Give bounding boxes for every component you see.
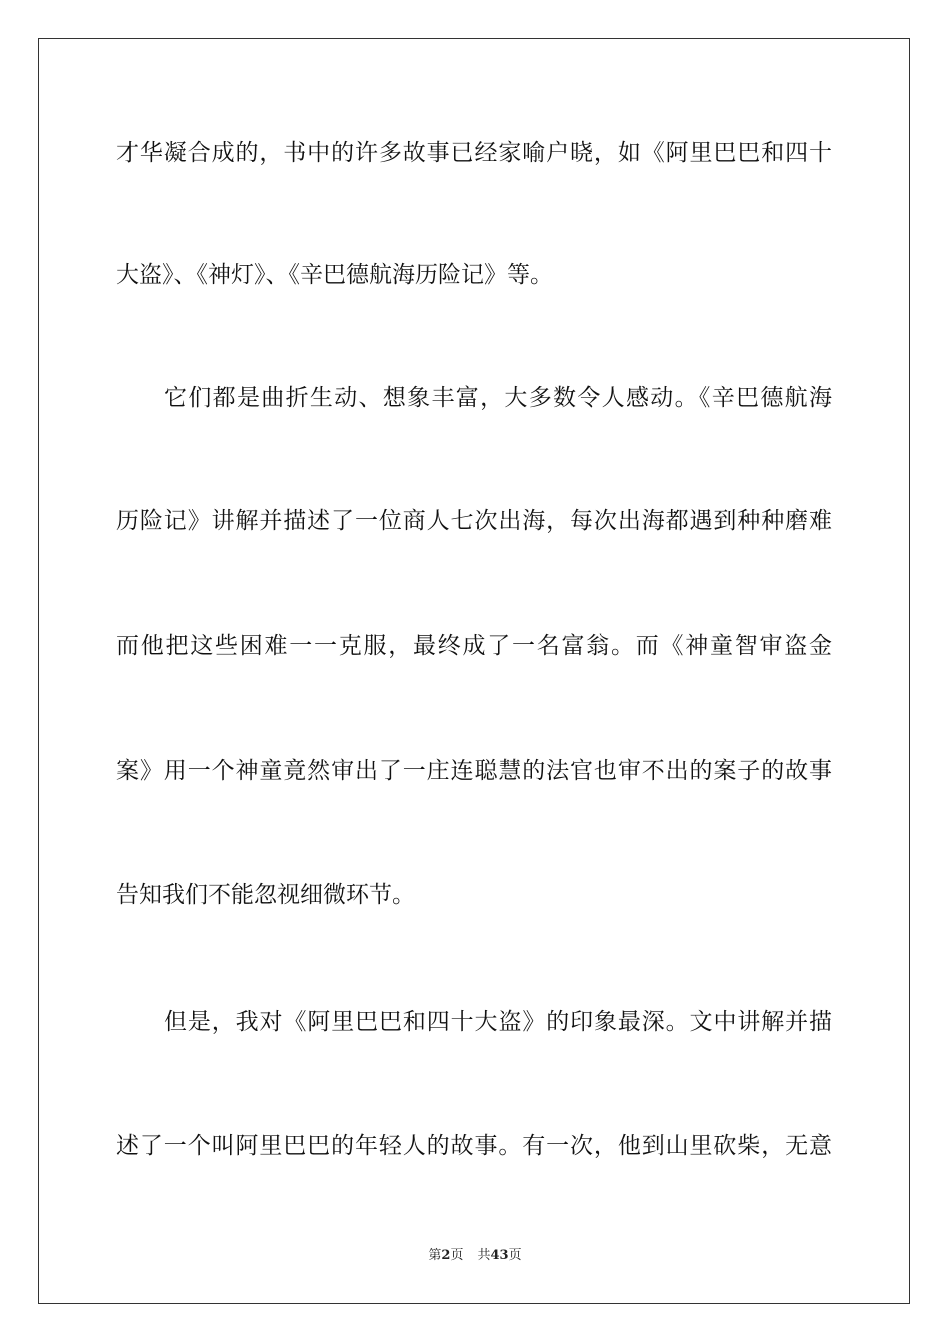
total-pages: 43 (490, 1248, 509, 1263)
paragraph-start-line: 它们都是曲折生动、想象丰富，大多数令人感动。《辛巴德航海 (164, 385, 832, 411)
page-border (38, 38, 910, 1304)
text-line: 述了一个叫阿里巴巴的年轻人的故事。有一次，他到山里砍柴，无意 (116, 1133, 832, 1159)
page-label-prefix: 第 (428, 1248, 442, 1263)
page-number: 2 (441, 1248, 451, 1263)
text-line: 而他把这些困难一一克服，最终成了一名富翁。而《神童智审盗金 (116, 633, 832, 659)
text-line: 大盗》、《神灯》、《辛巴德航海历险记》等。 (116, 262, 553, 288)
total-label-suffix: 页 (508, 1248, 522, 1263)
paragraph-start-line: 但是，我对《阿里巴巴和四十大盗》的印象最深。文中讲解并描 (164, 1009, 832, 1035)
page-footer (0, 1247, 950, 1265)
total-label-prefix: 共 (477, 1248, 491, 1263)
text-line: 案》用一个神童竟然审出了一庄连聪慧的法官也审不出的案子的故事 (116, 758, 832, 784)
text-line: 才华凝合成的，书中的许多故事已经家喻户晓，如《阿里巴巴和四十 (116, 140, 832, 166)
text-line: 历险记》讲解并描述了一位商人七次出海，每次出海都遇到种种磨难 (116, 508, 832, 534)
page-label-suffix: 页 (450, 1248, 464, 1263)
text-line: 告知我们不能忽视细微环节。 (116, 882, 415, 908)
